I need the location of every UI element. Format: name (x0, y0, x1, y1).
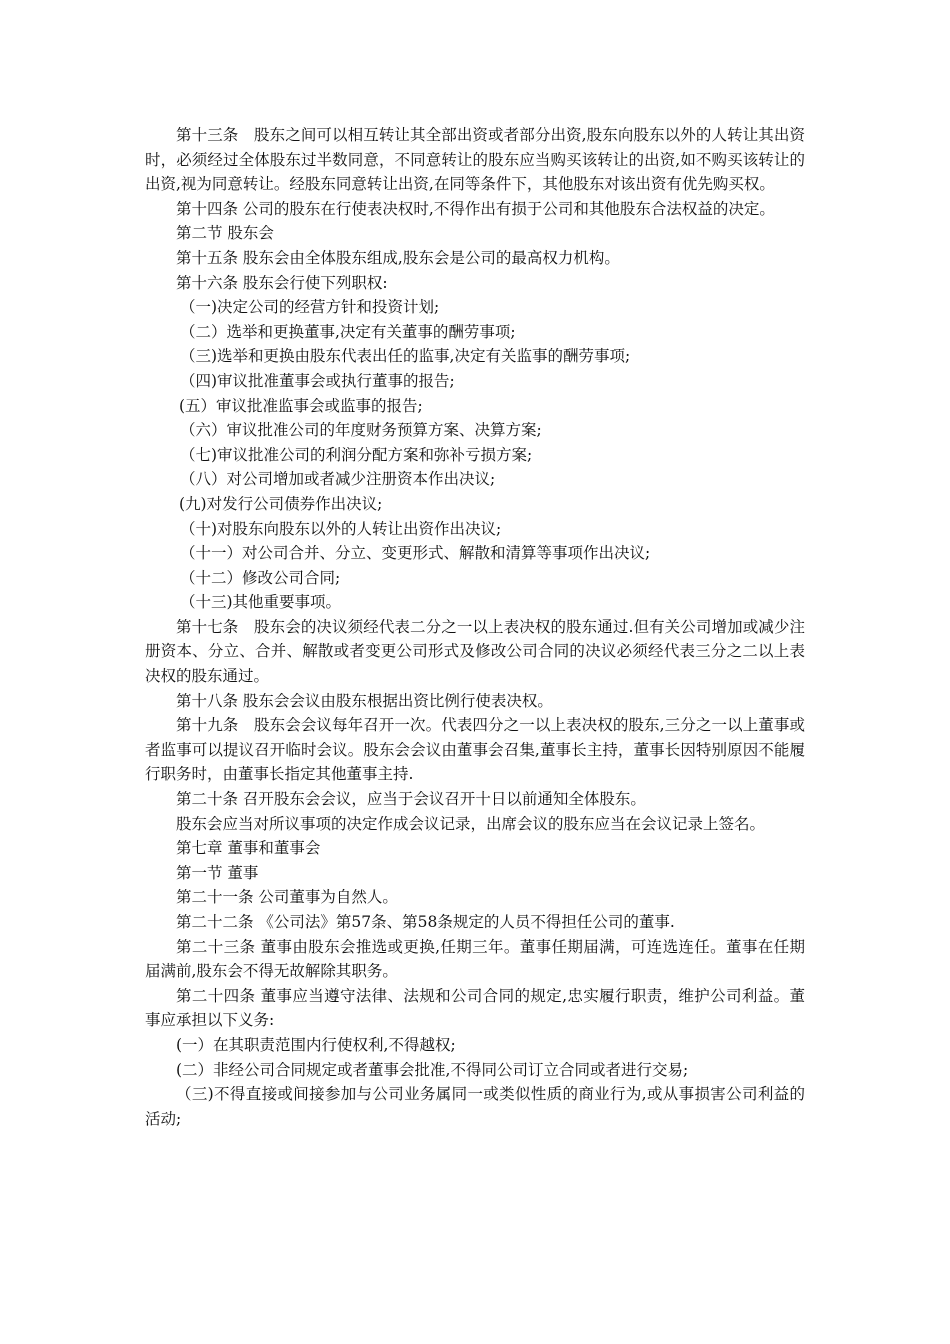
article-13: 第十三条 股东之间可以相互转让其全部出资或者部分出资,股东向股东以外的人转让其出资时，必须经过全体股东过半数同意，不同意转让的股东应当购买该转让的出资,如不购买该转让的出资,视为同意转让。经股东同意转让出资,在同等条件下，其他股东对该出资有优先购买权。 (145, 126, 805, 194)
list-item: （十二）修改公司合同; (180, 568, 341, 587)
document-page (145, 123, 805, 1131)
list-item: （六）审议批准公司的年度财务预算方案、决算方案; (180, 421, 542, 440)
article-20-note: 股东会应当对所议事项的决定作成会议记录，出席会议的股东应当在会议记录上签名。 (176, 814, 766, 833)
article-16: 第十六条 股东会行使下列职权: (176, 273, 388, 292)
list-item: （四)审议批准董事会或执行董事的报告; (180, 371, 455, 390)
duty-item: （三)不得直接或间接参加与公司业务属同一或类似性质的商业行为,或从事损害公司利益的活动; (145, 1085, 805, 1128)
list-item: （八）对公司增加或者减少注册资本作出决议; (180, 470, 496, 489)
article-20: 第二十条 召开股东会会议，应当于会议召开十日以前通知全体股东。 (176, 790, 646, 809)
article-22: 第二十二条 《公司法》第57条、第58条规定的人员不得担任公司的董事. (176, 913, 675, 931)
list-item: （十三)其他重要事项。 (180, 593, 342, 612)
article-18: 第十八条 股东会会议由股东根据出资比例行使表决权。 (176, 691, 553, 710)
section-heading-shareholders-meeting: 第二节 股东会 (176, 224, 274, 243)
list-item: (五）审议批准监事会或监事的报告; (179, 396, 423, 415)
article-15: 第十五条 股东会由全体股东组成,股东会是公司的最高权力机构。 (176, 248, 620, 267)
list-item: （二）选举和更换董事,决定有关董事的酬劳事项; (180, 322, 516, 341)
section-heading-directors: 第一节 董事 (176, 863, 259, 882)
list-item: （十一）对公司合并、分立、变更形式、解散和清算等事项作出决议; (180, 544, 651, 563)
article-14: 第十四条 公司的股东在行使表决权时,不得作出有损于公司和其他股东合法权益的决定。 (176, 199, 775, 218)
list-item: （十)对股东向股东以外的人转让出资作出决议; (180, 519, 502, 538)
list-item: （三)选举和更换由股东代表出任的监事,决定有关监事的酬劳事项; (180, 347, 631, 366)
article-24: 第二十四条 董事应当遵守法律、法规和公司合同的规定,忠实履行职责，维护公司利益。董事应承担以下义务: (145, 986, 805, 1030)
article-19: 第十九条 股东会会议每年召开一次。代表四分之一以上表决权的股东,三分之一以上董事或者监事可以提议召开临时会议。股东会会议由董事会召集,董事长主持，董事长因特别原因不能履行职务时，由董事长指定其他董事主持. (145, 716, 805, 784)
list-item: （一)决定公司的经营方针和投资计划; (180, 298, 440, 317)
duty-item: (二）非经公司合同规定或者董事会批准,不得同公司订立合同或者进行交易; (176, 1060, 689, 1079)
chapter-heading-directors: 第七章 董事和董事会 (176, 839, 321, 858)
list-item: （七)审议批准公司的利润分配方案和弥补亏损方案; (180, 445, 533, 464)
article-23: 第二十三条 董事由股东会推选或更换,任期三年。董事任期届满，可连选连任。董事在任期届满前,股东会不得无故解除其职务。 (145, 937, 805, 981)
list-item: (九)对发行公司债券作出决议; (179, 494, 383, 513)
article-17: 第十七条 股东会的决议须经代表二分之一以上表决权的股东通过.但有关公司增加或减少注册资本、分立、合并、解散或者变更公司形式及修改公司合同的决议必须经代表三分之二以上表决权的股东通过。 (145, 617, 805, 686)
article-21: 第二十一条 公司董事为自然人。 (176, 888, 398, 907)
duty-item: (一）在其职责范围内行使权利,不得越权; (176, 1035, 456, 1054)
